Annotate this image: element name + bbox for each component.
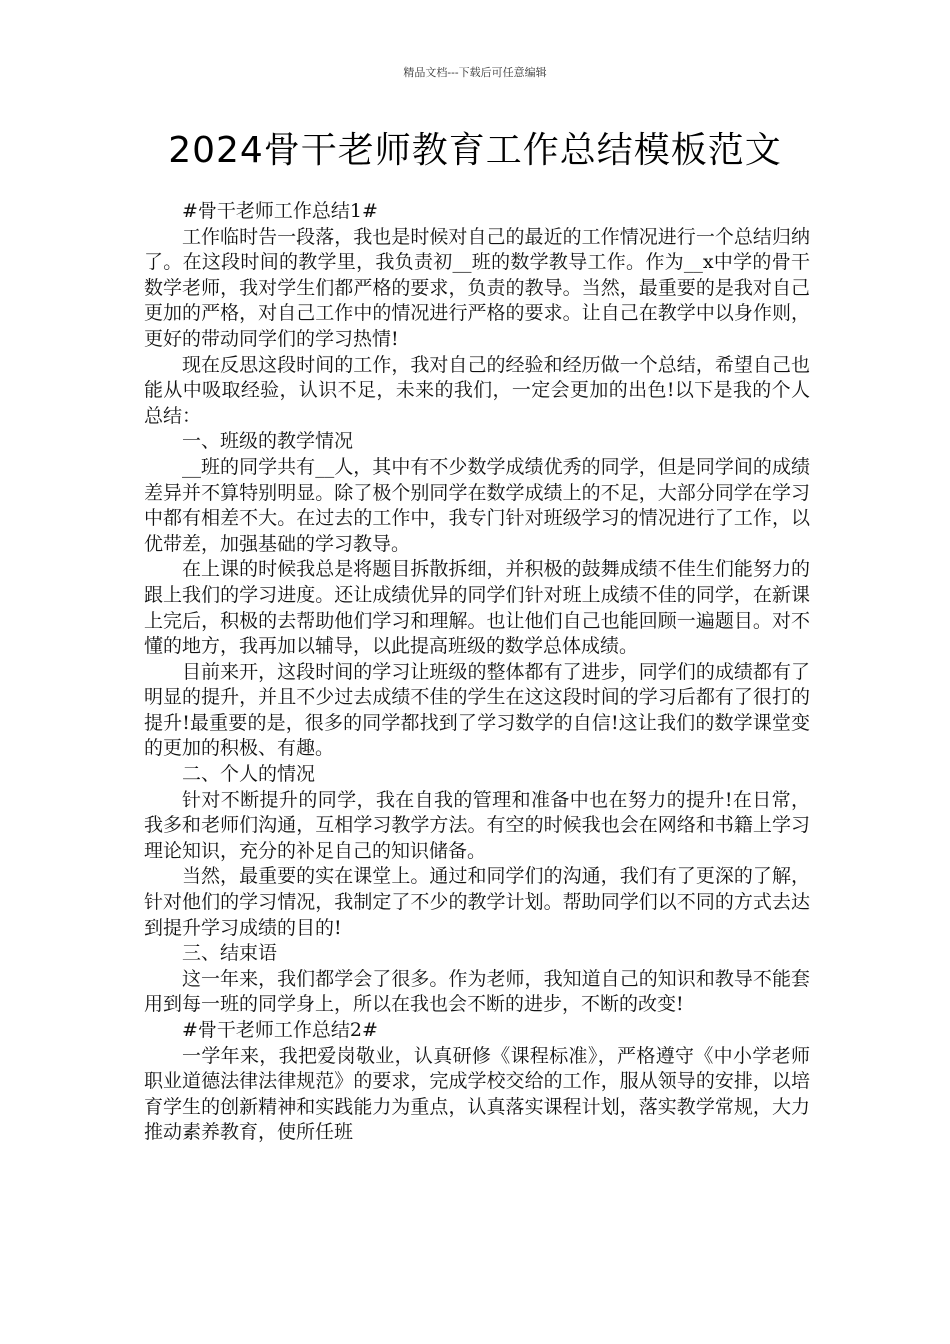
paragraph: 现在反思这段时间的工作，我对自己的经验和经历做一个总结，希望自己也能从中吸取经验，认识不足，未来的我们，一定会更加的出色!以下是我的个人总结： xyxy=(144,353,810,427)
section-heading-conclusion: 三、结束语 xyxy=(182,942,278,965)
paragraph: __班的同学共有__人，其中有不少数学成绩优秀的同学，但是同学间的成绩差异并不算特别明显。除了极个别同学在数学成绩上的不足，大部分同学在学习中都有相差不大。在过去的工作中，我专门针对班级学习的情况进行了工作，以优带差，加强基础的学习教导。 xyxy=(144,455,810,555)
header-note: 精品文档---下载后可任意编辑 xyxy=(403,66,547,79)
paragraph: 工作临时告一段落，我也是时候对自己的最近的工作情况进行一个总结归纳了。在这段时间的教学里，我负责初__班的数学教导工作。作为__x中学的骨干数学老师，我对学生们都严格的要求，负责的教导。当然，最重要的是我对自己更加的严格，对自己工作中的情况进行严格的要求。让自己在教学中以身作则，更好的带动同学们的学习热情! xyxy=(144,225,810,350)
section-heading-class-teaching: 一、班级的教学情况 xyxy=(182,430,354,453)
paragraph: 在上课的时候我总是将题目拆散拆细，并积极的鼓舞成绩不佳生们能努力的跟上我们的学习进度。还让成绩优异的同学们针对班上成绩不佳的同学，在新课上完后，积极的去帮助他们学习和理解。也让他们自己也能回顾一遍题目。对不懂的地方，我再加以辅导，以此提高班级的数学总体成绩。 xyxy=(144,558,810,658)
section-heading-summary-1: #骨干老师工作总结1# xyxy=(182,200,378,222)
section-heading-summary-2: #骨干老师工作总结2# xyxy=(182,1019,378,1041)
paragraph: 一学年来，我把爱岗敬业，认真研修《课程标准》，严格遵守《中小学老师职业道德法律法律规范》的要求，完成学校交给的工作，服从领导的安排，以培育学生的创新精神和实践能力为重点，认真落实课程计划，落实教学常规，大力推动素养教育，使所任班 xyxy=(144,1044,810,1144)
document-title: 2024骨干老师教育工作总结模板范文 xyxy=(168,130,782,171)
paragraph: 这一年来，我们都学会了很多。作为老师，我知道自己的知识和教导不能套用到每一班的同学身上，所以在我也会不断的进步，不断的改变! xyxy=(144,967,810,1016)
paragraph: 针对不断提升的同学，我在自我的管理和准备中也在努力的提升!在日常，我多和老师们沟通，互相学习教学方法。有空的时候我也会在网络和书籍上学习理论知识，充分的补足自己的知识储备。 xyxy=(144,788,810,862)
paragraph: 当然，最重要的实在课堂上。通过和同学们的沟通，我们有了更深的了解，针对他们的学习情况，我制定了不少的教学计划。帮助同学们以不同的方式去达到提升学习成绩的目的! xyxy=(144,865,810,939)
document-body xyxy=(144,199,810,1146)
paragraph: 目前来开，这段时间的学习让班级的整体都有了进步，同学们的成绩都有了明显的提升，并且不少过去成绩不佳的学生在这这段时间的学习后都有了很打的提升!最重要的是，很多的同学都找到了学习数学的自信!这让我们的数学课堂变的更加的积极、有趣。 xyxy=(144,660,810,760)
section-heading-personal: 二、个人的情况 xyxy=(182,763,316,786)
